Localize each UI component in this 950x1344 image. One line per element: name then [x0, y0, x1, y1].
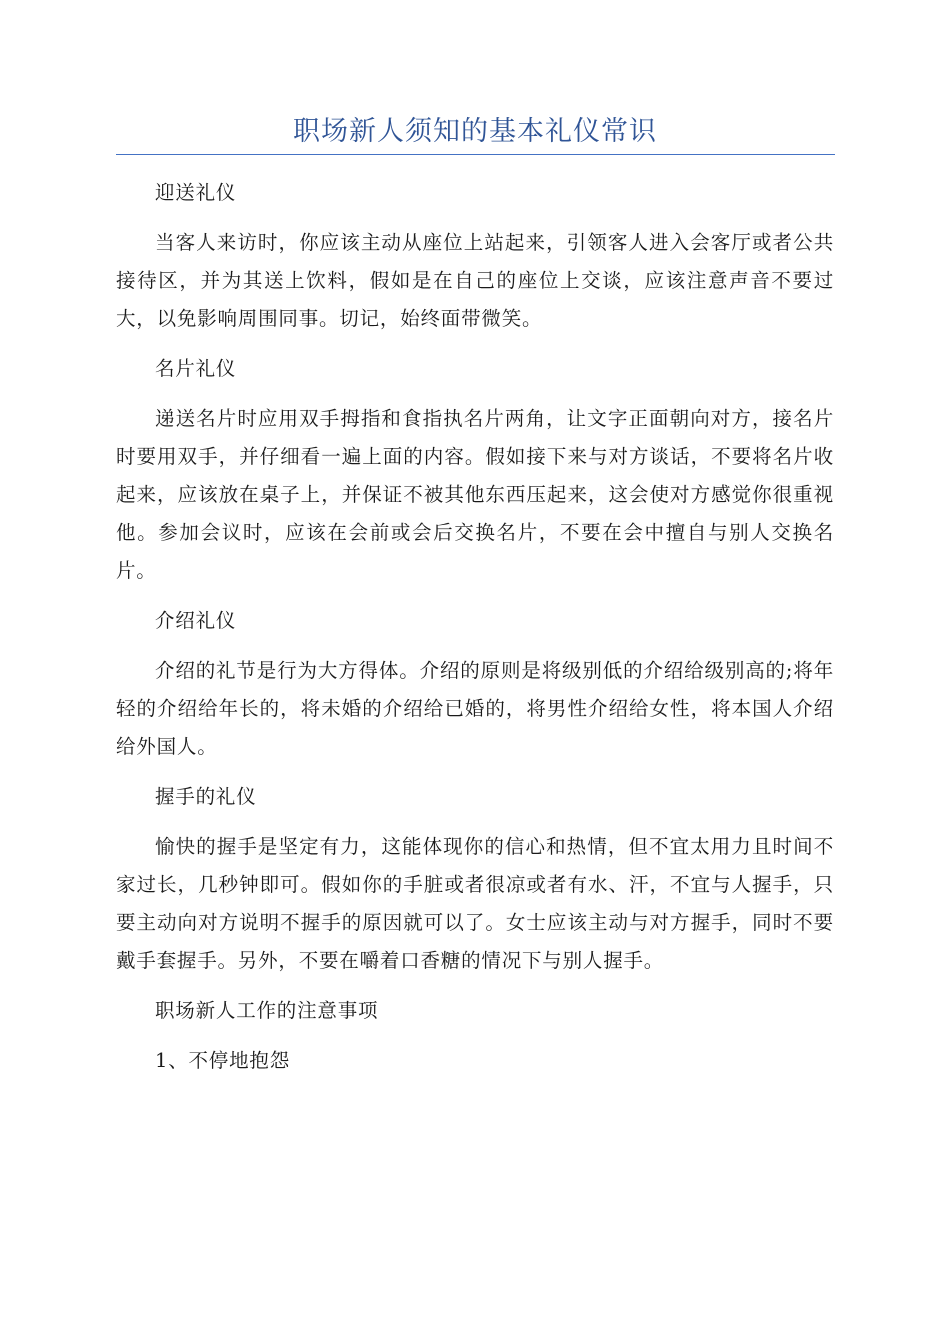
paragraph-handshake: 愉快的握手是坚定有力，这能体现你的信心和热情，但不宜太用力且时间不家过长，几秒钟即可。假如你的手脏或者很凉或者有水、汗，不宜与人握手，只要主动向对方说明不握手的原因就可以了。女士应该主动与对方握手，同时不要戴手套握手。另外，不要在嚼着口香糖的情况下与别人握手。: [116, 835, 834, 972]
title-underline: [116, 154, 835, 155]
section-heading-greeting: 迎送礼仪: [155, 181, 237, 204]
document-body: [116, 174, 834, 1092]
paragraph-greeting: 当客人来访时，你应该主动从座位上站起来，引领客人进入会客厅或者公共接待区，并为其送上饮料，假如是在自己的座位上交谈，应该注意声音不要过大，以免影响周围同事。切记，始终面带微笑。: [116, 231, 834, 330]
paragraph-introduction: 介绍的礼节是行为大方得体。介绍的原则是将级别低的介绍给级别高的;将年轻的介绍给年长的，将未婚的介绍给已婚的，将男性介绍给女性，将本国人介绍给外国人。: [116, 659, 834, 758]
list-item-complaining: 1、不停地抱怨: [155, 1049, 291, 1072]
section-heading-work-notes: 职场新人工作的注意事项: [155, 999, 379, 1022]
section-heading-introduction: 介绍礼仪: [155, 609, 237, 632]
section-heading-handshake: 握手的礼仪: [155, 785, 257, 808]
document-title: 职场新人须知的基本礼仪常识: [293, 116, 657, 147]
section-heading-business-card: 名片礼仪: [155, 357, 237, 380]
paragraph-business-card: 递送名片时应用双手拇指和食指执名片两角，让文字正面朝向对方，接名片时要用双手，并仔细看一遍上面的内容。假如接下来与对方谈话，不要将名片收起来，应该放在桌子上，并保证不被其他东西压起来，这会使对方感觉你很重视他。参加会议时，应该在会前或会后交换名片，不要在会中擅自与别人交换名片。: [116, 407, 834, 582]
